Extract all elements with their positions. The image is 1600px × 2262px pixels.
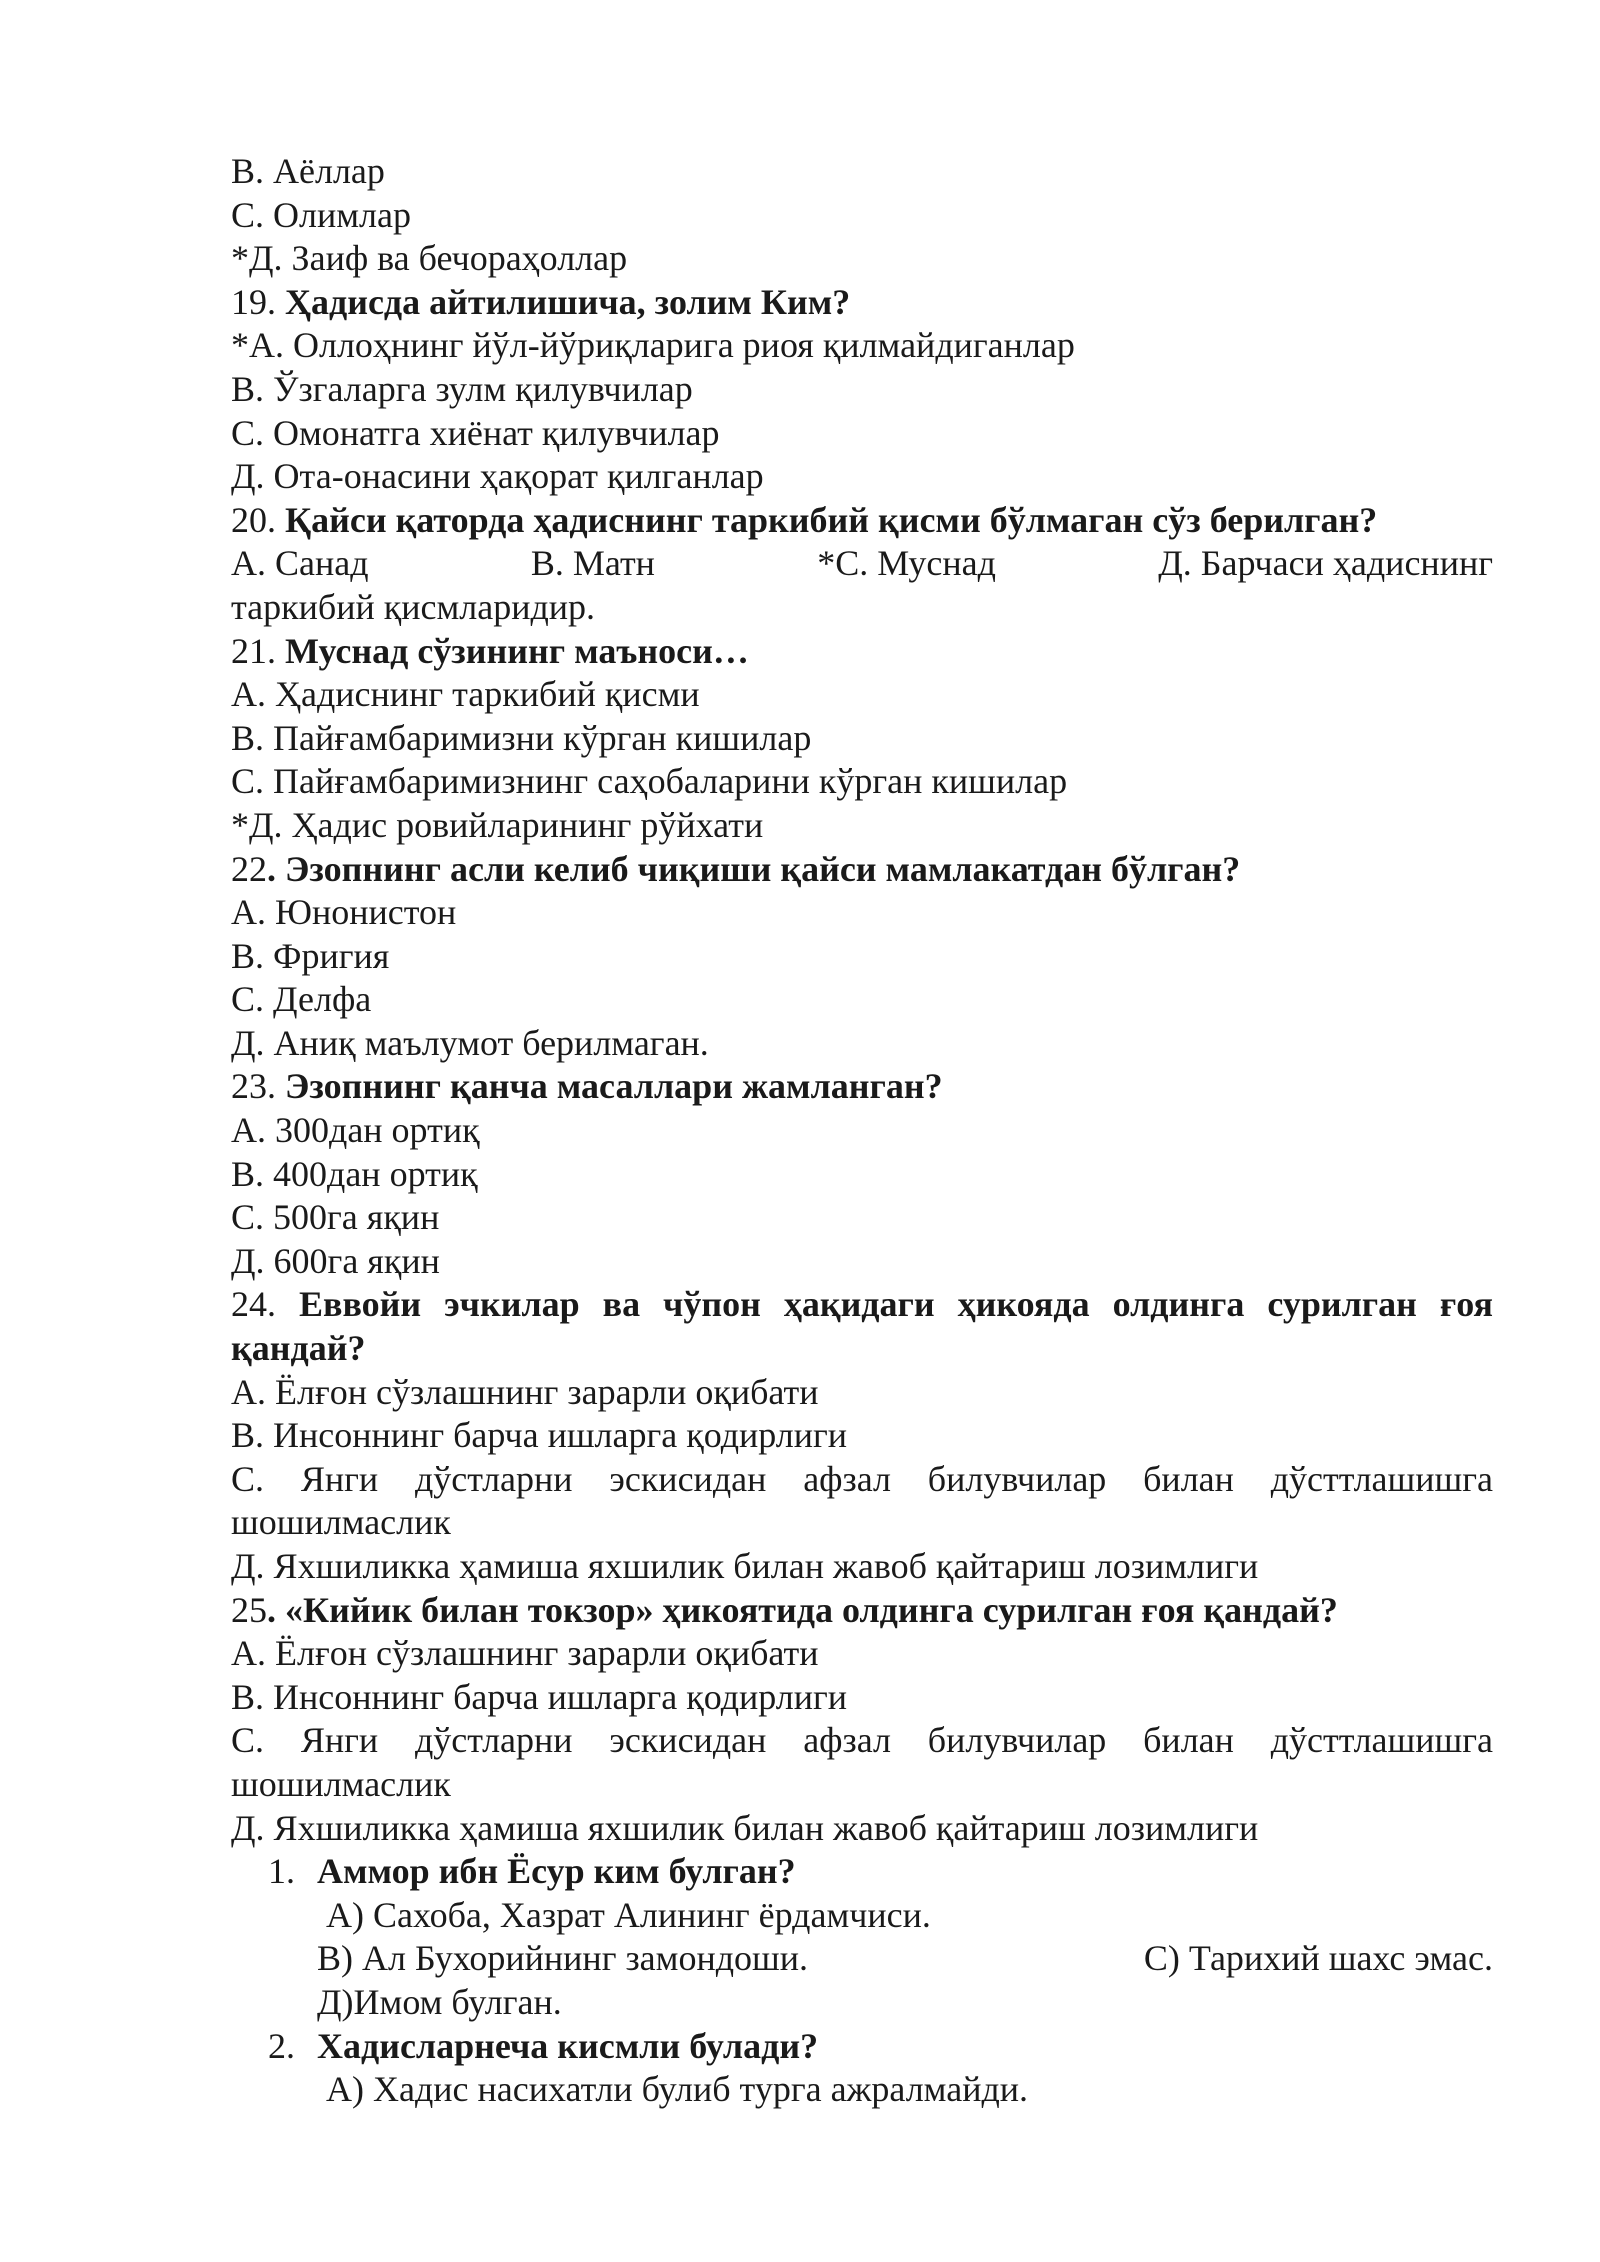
option-line: A) Хадис насихатли булиб турга ажралмайди. — [326, 2069, 1029, 2110]
question-text: . Эзопнинг асли келиб чиқиши қайси мамлакатдан бўлган? — [267, 848, 1241, 889]
option-d: Д)Имом булган. — [317, 1981, 562, 2022]
option-line: C. Делфа — [231, 979, 372, 1020]
option-line: Д. Аниқ маълумот берилмаган. — [231, 1022, 709, 1063]
option-line: A) Сахоба, Хазрат Алининг ёрдамчиси. — [326, 1894, 931, 1935]
option-line: A. Юнонистон — [231, 892, 457, 933]
question-number: 24. — [231, 1284, 276, 1325]
option-line: C. Пайғамбаримизнинг саҳобаларини кўрган кишилар — [231, 761, 1068, 802]
question-text: Еввойи эчкилар ва чўпон ҳақидаги ҳикояда олдинга сурилган ғоя қандай? — [231, 1284, 1493, 1369]
question-number: 22 — [231, 848, 267, 889]
option-b: B. Матн — [530, 543, 655, 584]
option-a: A. Санад — [231, 543, 369, 584]
option-line: Д. 600га яқин — [231, 1240, 440, 1281]
option-b: B) Ал Бухорийнинг замондоши. — [317, 1938, 809, 1979]
question-text: Эзопнинг қанча масаллари жамланган? — [285, 1066, 943, 1107]
option-row — [231, 542, 1493, 586]
question-text: . «Кийик билан токзор» ҳикоятида олдинга сурилган ғоя қандай? — [267, 1589, 1338, 1630]
question-25 — [231, 1589, 1493, 1633]
question-23 — [231, 1065, 1493, 1109]
question-text: Ҳадисда айтилишича, золим Ким? — [285, 281, 851, 322]
question-number: 19. — [231, 281, 276, 322]
option-line: таркибий қисмларидир. — [231, 586, 596, 627]
option-line: C. 500га яқин — [231, 1197, 440, 1238]
option-line: Д. Яхшиликка ҳамиша яхшилик билан жавоб қайтариш лозимлиги — [231, 1546, 1259, 1586]
option-line: Д. Ота-онасини ҳақорат қилганлар — [231, 456, 764, 497]
question-number: 21. — [231, 630, 276, 671]
document-page — [231, 150, 1493, 2112]
option-line: B. Аёллар — [231, 151, 385, 191]
option-d: Д. Барчаси ҳадиснинг — [1158, 543, 1493, 584]
question-24 — [231, 1283, 1493, 1370]
list-item-1 — [231, 1850, 1493, 1894]
option-line: B. Фригия — [231, 935, 390, 976]
question-text: Муснад сўзининг маъноси… — [285, 630, 749, 671]
question-number: 23. — [231, 1066, 276, 1107]
option-line: C. Олимлар — [231, 194, 411, 235]
option-line: A. Ёлғон сўзлашнинг зарарли оқибати — [231, 1633, 819, 1674]
option-line: B. Инсоннинг барча ишларга қодирлиги — [231, 1676, 848, 1717]
list-item-question: Аммор ибн Ёсур ким булган? — [317, 1851, 796, 1892]
list-number: 1. — [268, 1851, 295, 1892]
question-21 — [231, 630, 1493, 674]
option-line: *Д. Ҳадис ровийларининг рўйхати — [231, 804, 764, 845]
option-line: A. Ҳадиснинг таркибий қисми — [231, 674, 700, 715]
option-line: C. Омонатга хиёнат қилувчилар — [231, 412, 720, 453]
question-number: 25 — [231, 1589, 267, 1630]
option-line: C. Янги дўстларни эскисидан афзал билувчилар билан дўсттлашишга шошилмаслик — [231, 1720, 1493, 1804]
option-line: B. Пайғамбаримизни кўрган кишилар — [231, 717, 812, 758]
question-20 — [231, 499, 1493, 543]
list-number: 2. — [268, 2025, 295, 2066]
option-line: B. 400дан ортиқ — [231, 1153, 478, 1194]
question-22 — [231, 848, 1493, 892]
list-item-2 — [231, 2025, 1493, 2069]
question-19 — [231, 281, 1493, 325]
option-c: *C. Муснад — [817, 543, 996, 584]
option-c: C) Тарихий шахс эмас. — [1143, 1938, 1493, 1979]
option-line: A. 300дан ортиқ — [231, 1110, 480, 1151]
option-line: B. Инсоннинг барча ишларга қодирлиги — [231, 1415, 848, 1456]
list-item-question: Хадисларнеча кисмли булади? — [317, 2025, 819, 2066]
option-line: B. Ўзгаларга зулм қилувчилар — [231, 368, 693, 409]
option-line: C. Янги дўстларни эскисидан афзал билувчилар билан дўсттлашишга шошилмаслик — [231, 1458, 1493, 1543]
option-row — [231, 1937, 1493, 2024]
option-line: *Д. Заиф ва бечораҳоллар — [231, 238, 628, 279]
option-line: A. Ёлғон сўзлашнинг зарарли оқибати — [231, 1371, 819, 1412]
question-text: Қайси қаторда ҳадиснинг таркибий қисми бўлмаган сўз берилган? — [285, 499, 1378, 540]
option-line: *A. Оллоҳнинг йўл-йўриқларига риоя қилмайдиганлар — [231, 325, 1075, 366]
option-line: Д. Яхшиликка ҳамиша яхшилик билан жавоб қайтариш лозимлиги — [231, 1807, 1259, 1848]
question-number: 20. — [231, 499, 276, 540]
